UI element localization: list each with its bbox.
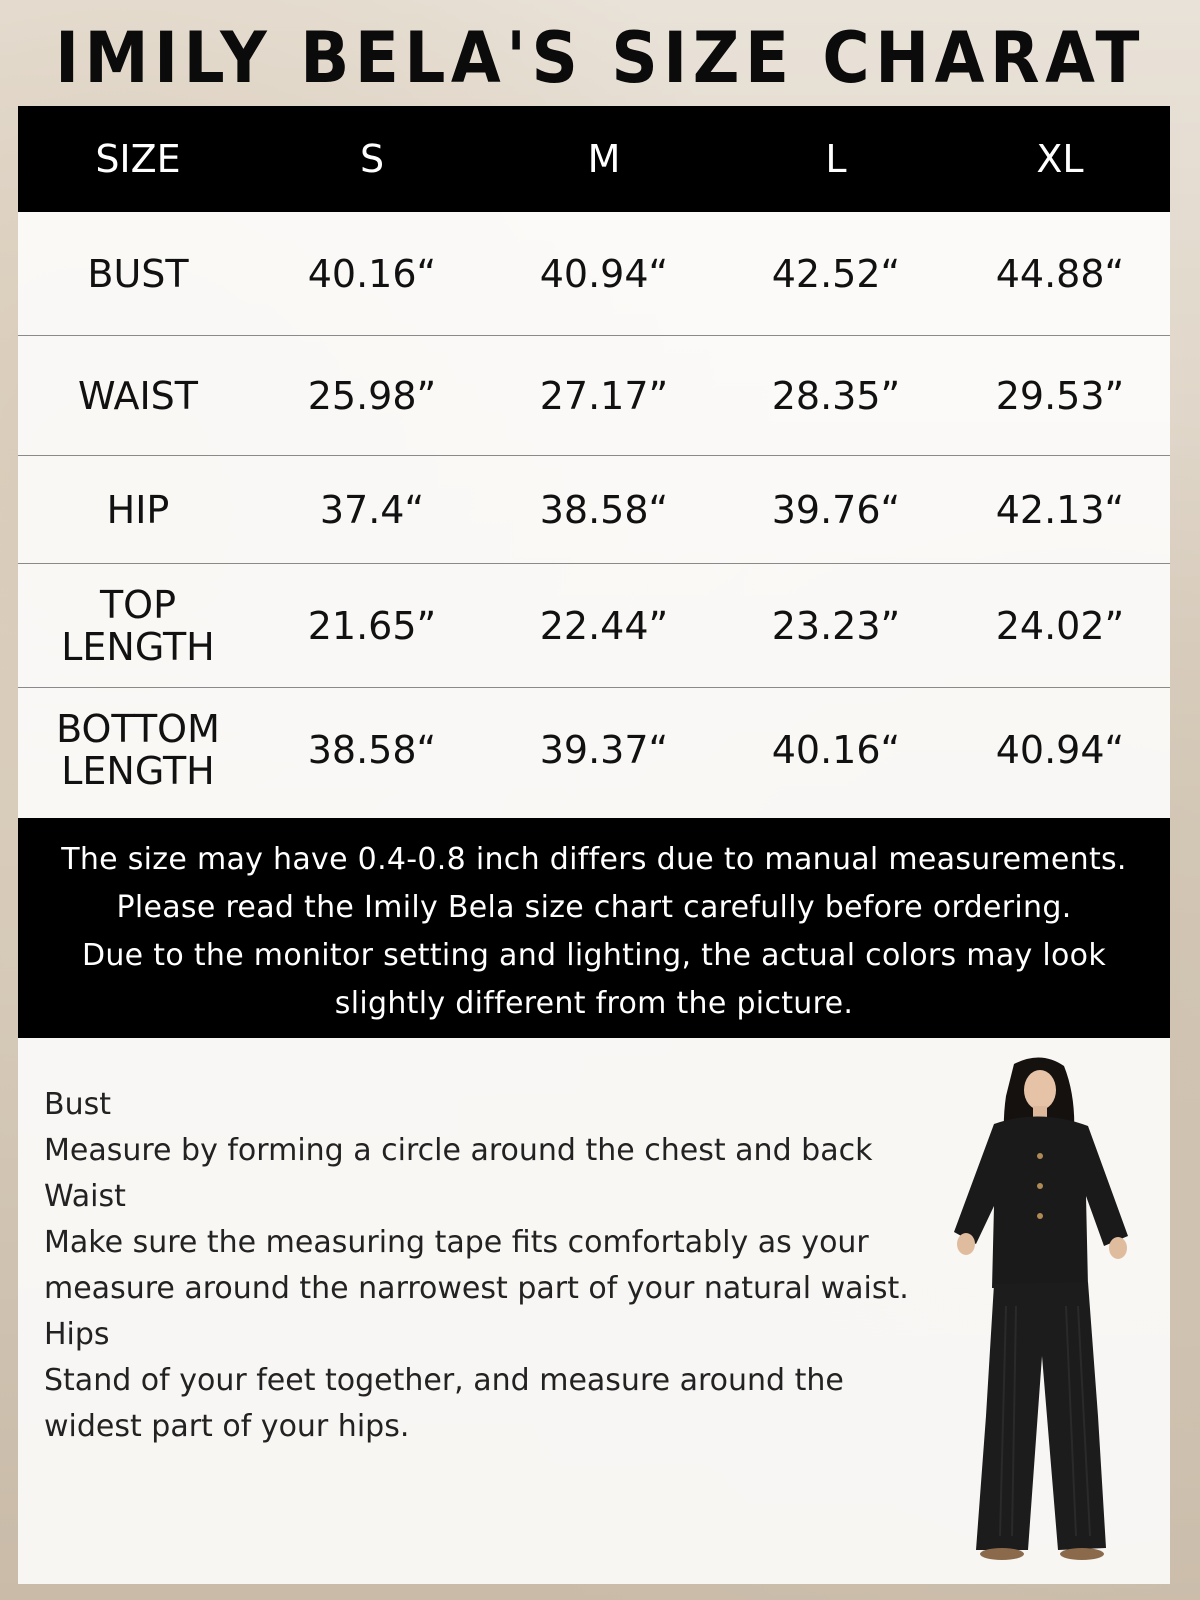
- table-cell: 39.37“: [539, 728, 669, 772]
- guide-text: Make sure the measuring tape fits comfortably as your: [44, 1225, 869, 1260]
- disclaimer-line: The size may have 0.4-0.8 inch differs due to manual measurements.: [61, 842, 1127, 877]
- header-xl: XL: [1036, 137, 1084, 181]
- table-cell: 40.94“: [539, 251, 669, 296]
- guide-text: widest part of your hips.: [44, 1409, 410, 1444]
- table-cell: 40.94“: [995, 728, 1125, 772]
- disclaimer-line: Please read the Imily Bela size chart carefully before ordering.: [116, 890, 1072, 925]
- disclaimer-banner: [18, 818, 1170, 1038]
- table-cell: 21.65”: [307, 603, 437, 648]
- size-table: [18, 106, 1170, 812]
- table-cell: 29.53”: [995, 373, 1125, 418]
- header-s: S: [359, 137, 385, 181]
- guide-text: Measure by forming a circle around the chest and back: [44, 1133, 873, 1168]
- table-cell: 28.35”: [771, 373, 901, 418]
- table-cell: 42.52“: [771, 251, 901, 296]
- table-row-hip: [18, 456, 1170, 564]
- row-label: WAIST: [77, 373, 199, 418]
- table-cell: 40.16“: [771, 728, 901, 772]
- table-cell: 38.58“: [539, 487, 669, 532]
- page-title: IMILY BELA'S SIZE CHARAT: [55, 17, 1145, 99]
- disclaimer-line: Due to the monitor setting and lighting, the actual colors may look: [81, 938, 1107, 973]
- guide-heading-hips: Hips: [44, 1317, 110, 1352]
- measurement-guide: [44, 1082, 924, 1450]
- row-label: BUST: [87, 251, 189, 296]
- table-cell: 44.88“: [995, 251, 1125, 296]
- table-cell: 24.02”: [995, 603, 1125, 648]
- guide-text: Stand of your feet together, and measure around the: [44, 1363, 844, 1398]
- header-m: M: [587, 137, 621, 181]
- table-cell: 42.13“: [995, 487, 1125, 532]
- model-photo: [936, 1056, 1150, 1566]
- table-cell: 37.4“: [319, 487, 425, 532]
- size-chart-panel: [18, 106, 1170, 1584]
- row-label: TOP LENGTH: [61, 582, 215, 669]
- header-l: L: [825, 137, 847, 181]
- guide-text: measure around the narrowest part of your natural waist.: [44, 1271, 909, 1306]
- table-cell: 39.76“: [771, 487, 901, 532]
- table-row-waist: [18, 336, 1170, 456]
- table-cell: 27.17”: [539, 373, 669, 418]
- table-header-row: [18, 106, 1170, 212]
- table-cell: 38.58“: [307, 728, 437, 772]
- table-row-bust: [18, 212, 1170, 336]
- table-cell: 22.44”: [539, 603, 669, 648]
- disclaimer-line: slightly different from the picture.: [334, 986, 854, 1021]
- guide-heading-waist: Waist: [44, 1179, 126, 1214]
- header-size: SIZE: [95, 137, 181, 181]
- row-label: BOTTOM LENGTH: [56, 707, 220, 793]
- table-cell: 25.98”: [307, 373, 437, 418]
- table-row-bottom-length: [18, 688, 1170, 812]
- table-cell: 40.16“: [307, 251, 437, 296]
- row-label: HIP: [106, 487, 170, 532]
- guide-heading-bust: Bust: [44, 1087, 111, 1122]
- table-cell: 23.23”: [771, 603, 901, 648]
- table-row-top-length: [18, 564, 1170, 688]
